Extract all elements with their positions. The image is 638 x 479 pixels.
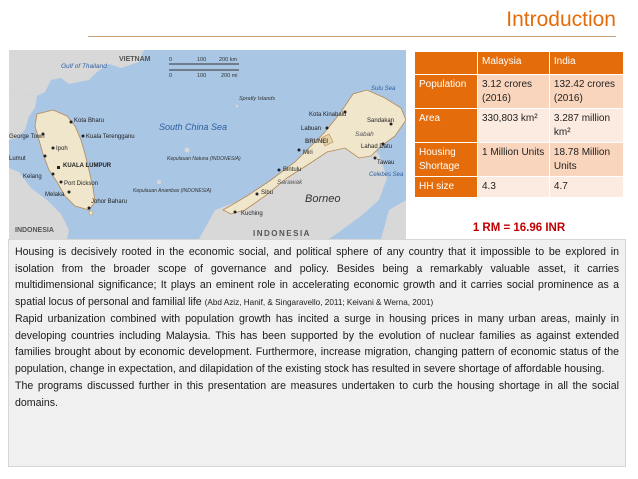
paragraph-1-citation: (Abd Aziz, Hanif, & Singaravello, 2011; Keivani & Werna, 2001) [204,298,434,308]
map-island-anambas [157,180,161,184]
paragraph-1 [15,244,619,311]
map-place-port-dickson: Port Dickson [64,181,99,187]
table-header-row [415,52,624,75]
table-header-malaysia: Malaysia [478,52,550,75]
table-row [415,177,624,198]
scale-mi-0: 0 [169,73,173,79]
table-header-blank [415,52,478,75]
row-label-hh-size: HH size [415,177,478,198]
cell-india-population: 132.42 crores (2016) [549,75,623,109]
map-label-south-china-sea: South China Sea [159,122,228,132]
comparison-table [414,51,624,198]
paragraph-3: The programs discussed further in this presentation are measures undertaken to curb the housing shortage in all the social domains. [15,379,619,409]
cell-malaysia-housing-shortage: 1 Million Units [478,143,550,177]
map-place-miri: Miri [303,150,313,156]
map-place-bintulu: Bintulu [283,167,302,173]
scale-km-100: 100 [197,57,207,63]
cell-india-hh-size: 4.7 [549,177,623,198]
body-text-box [8,239,626,467]
map-place-melaka: Melaka [45,192,65,198]
map-label-kepulauan-anambas: Kepulauan Anambas (INDONESIA) [133,188,212,194]
paragraph-2: Rapid urbanization combined with population growth has incited a surge in housing prices in many urban areas, mainly in developing countries including Malaysia. This has been supported by the evolution of nuclear families as against extended families brought about by economic development. Furthermore, increase migration, changing pattern of economic status of the population, change in expectation, and dilapidation of the existing stock has resulted in severe shortage of affordable housing. [15,312,619,376]
map-label-celebes-sea: Celebes Sea [369,172,404,178]
map-place-johor-baharu: Johor Baharu [91,199,128,205]
scale-mi-100: 100 [197,73,207,79]
scale-km-0: 0 [169,57,173,63]
table-row [415,75,624,109]
map-label-gulf-of-thailand: Gulf of Thailand [61,63,107,70]
map-place-kelang: Kelang [23,174,42,180]
map-label-vietnam: VIETNAM [119,56,151,63]
malaysia-map [9,50,406,239]
row-label-area: Area [415,109,478,143]
cell-malaysia-population: 3.12 crores (2016) [478,75,550,109]
map-place-lahad-datu: Lahad Datu [361,144,393,150]
map-place-kuala-lumpur: KUALA LUMPUR [63,163,112,169]
cell-malaysia-hh-size: 4.3 [478,177,550,198]
row-label-housing-shortage: Housing Shortage [415,143,478,177]
map-place-kuching: Kuching [241,211,263,217]
exchange-rate: 1 RM = 16.96 INR [472,222,566,234]
map-label-brunei: BRUNEI [305,139,329,145]
scale-km-200: 200 km [219,57,238,63]
paragraph-1-text: Housing is decisively rooted in the economic social, and political sphere of any country that it impossible to be explored in isolation from the broader scope of governance and policy. Besides being a remarkably valuable asset, it carries multidimensional significance; It plays an eminent role in accelerating economic growth and it carries social prominence as a spatial locus of personal and familial life [15,246,619,309]
slide-title: Introduction [506,8,616,31]
map-place-lumut: Lumut [9,156,26,162]
map-place-ipoh: Ipoh [56,146,68,152]
map-region-sabah: Sabah [355,131,374,138]
map-region-borneo: Borneo [305,193,341,205]
map-place-george-town: George Town [9,134,45,140]
map-label-sulu-sea: Sulu Sea [371,86,396,92]
map-place-labuan: Labuan [301,126,322,132]
table-row [415,109,624,143]
map-label-indonesia-borneo: INDONESIA [253,229,311,238]
row-label-population: Population [415,75,478,109]
map-region-sarawak: Sarawak [277,179,303,186]
map-place-kuala-terengganu: Kuala Terengganu [86,134,135,140]
map-place-kota-kinabalu: Kota Kinabalu [309,112,347,118]
table-header-india: India [549,52,623,75]
map-island-natuna [185,148,190,153]
map-label-spratly-islands: Spratly Islands [239,96,276,102]
map-label-kepulauan-natuna: Kepulauan Natuna (INDONESIA) [167,156,241,162]
map-land-singapore [89,211,93,215]
map-place-kota-bharu: Kota Bharu [74,118,105,124]
cell-india-housing-shortage: 18.78 Million Units [549,143,623,177]
cell-india-area: 3.287 million km² [549,109,623,143]
map-place-tawau: Tawau [377,160,395,166]
scale-mi-200: 200 mi [221,73,238,79]
map-island-spratly [236,105,239,108]
map-label-indonesia-west: INDONESIA [15,227,54,234]
title-underline [88,36,616,37]
cell-malaysia-area: 330,803 km² [478,109,550,143]
map-place-sandakan: Sandakan [367,118,395,124]
map-place-sibu: Sibu [261,190,274,196]
table-row [415,143,624,177]
